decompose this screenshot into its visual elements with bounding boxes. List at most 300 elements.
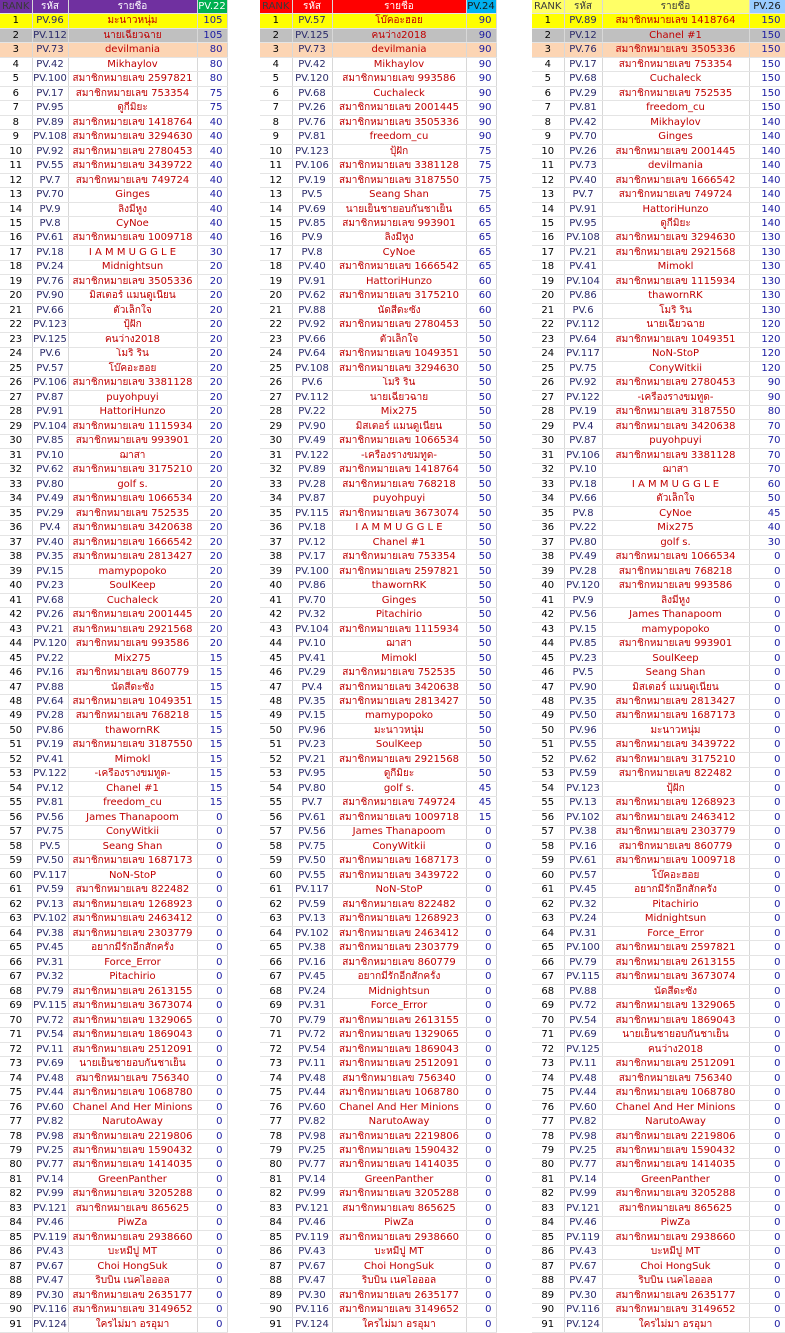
member-name-cell: สมาชิกหมายเลข 2613155 xyxy=(602,955,749,969)
member-code-cell: PV.54 xyxy=(564,1013,602,1027)
member-name-cell: มะนาวหนุ่ม xyxy=(332,724,466,738)
table-row xyxy=(532,376,785,390)
name-header: รายชื่อ xyxy=(602,0,749,14)
table-row xyxy=(532,840,785,854)
member-code-cell: PV.35 xyxy=(564,695,602,709)
member-name-cell: puyohpuyi xyxy=(68,391,197,405)
rank-cell: 36 xyxy=(260,521,292,535)
rank-cell: 39 xyxy=(0,564,32,578)
points-cell: 0 xyxy=(749,1100,785,1114)
member-code-cell: PV.89 xyxy=(32,115,68,129)
member-name-cell: สมาชิกหมายเลข 2938660 xyxy=(68,1231,197,1245)
table-row xyxy=(260,941,496,955)
member-code-cell: PV.56 xyxy=(564,608,602,622)
member-name-cell: ดูกีมิยะ xyxy=(602,217,749,231)
rank-cell: 61 xyxy=(532,883,564,897)
rank-cell: 34 xyxy=(0,492,32,506)
member-code-cell: PV.10 xyxy=(292,637,332,651)
table-row xyxy=(532,941,785,955)
member-code-cell: PV.95 xyxy=(32,101,68,115)
member-name-cell: คนว่าง2018 xyxy=(68,333,197,347)
member-name-cell: devilmania xyxy=(332,43,466,57)
member-code-cell: PV.98 xyxy=(564,1129,602,1143)
points-cell: 50 xyxy=(466,724,496,738)
table-row xyxy=(260,1231,496,1245)
points-cell: 0 xyxy=(749,1013,785,1027)
rank-cell: 72 xyxy=(532,1042,564,1056)
rank-cell: 30 xyxy=(0,434,32,448)
points-cell: 0 xyxy=(749,1231,785,1245)
member-name-cell: PiwZa xyxy=(602,1216,749,1230)
points-cell: 0 xyxy=(197,1274,227,1288)
rank-cell: 72 xyxy=(0,1042,32,1056)
member-code-cell: PV.89 xyxy=(292,463,332,477)
points-cell: 0 xyxy=(749,955,785,969)
table-row xyxy=(532,1028,785,1042)
member-code-cell: PV.49 xyxy=(32,492,68,506)
rank-cell: 6 xyxy=(260,86,292,100)
rank-cell: 58 xyxy=(532,840,564,854)
rank-cell: 3 xyxy=(260,43,292,57)
table-row xyxy=(532,521,785,535)
points-cell: 0 xyxy=(749,1071,785,1085)
member-name-cell: CyNoe xyxy=(602,506,749,520)
rank-cell: 32 xyxy=(532,463,564,477)
table-row xyxy=(0,999,227,1013)
member-name-cell: Cuchaleck xyxy=(602,72,749,86)
points-cell: 90 xyxy=(749,376,785,390)
rank-cell: 13 xyxy=(260,188,292,202)
table-row xyxy=(532,666,785,680)
points-cell: 0 xyxy=(749,695,785,709)
table-row xyxy=(0,1129,227,1143)
member-code-cell: PV.123 xyxy=(32,318,68,332)
member-code-cell: PV.57 xyxy=(32,362,68,376)
member-name-cell: Mikhaylov xyxy=(68,57,197,71)
member-code-cell: PV.40 xyxy=(32,535,68,549)
member-name-cell: devilmania xyxy=(602,159,749,173)
member-name-cell: สมาชิกหมายเลข 860779 xyxy=(68,666,197,680)
member-name-cell: สมาชิกหมายเลข 2613155 xyxy=(332,1013,466,1027)
rank-cell: 84 xyxy=(0,1216,32,1230)
rank-cell: 86 xyxy=(260,1245,292,1259)
member-name-cell: สมาชิกหมายเลข 3187550 xyxy=(68,738,197,752)
points-cell: 140 xyxy=(749,217,785,231)
points-cell: 80 xyxy=(749,405,785,419)
points-cell: 0 xyxy=(197,825,227,839)
points-cell: 0 xyxy=(466,1100,496,1114)
points-cell: 0 xyxy=(749,1216,785,1230)
points-cell: 0 xyxy=(749,811,785,825)
member-code-cell: PV.75 xyxy=(32,825,68,839)
table-row xyxy=(532,86,785,100)
table-row xyxy=(0,767,227,781)
member-code-cell: PV.117 xyxy=(564,347,602,361)
rank-cell: 88 xyxy=(532,1274,564,1288)
points-cell: 0 xyxy=(197,811,227,825)
table-row xyxy=(260,1173,496,1187)
rank-cell: 22 xyxy=(532,318,564,332)
rank-cell: 61 xyxy=(260,883,292,897)
rank-cell: 12 xyxy=(532,173,564,187)
member-name-cell: สมาชิกหมายเลข 993901 xyxy=(332,217,466,231)
member-name-cell: สมาชิกหมายเลข 768218 xyxy=(332,477,466,491)
rank-cell: 47 xyxy=(532,680,564,694)
rank-cell: 11 xyxy=(0,159,32,173)
member-name-cell: สมาชิกหมายเลข 749724 xyxy=(602,188,749,202)
member-code-cell: PV.119 xyxy=(292,1231,332,1245)
rank-cell: 2 xyxy=(260,28,292,42)
rank-cell: 21 xyxy=(0,304,32,318)
member-code-cell: PV.98 xyxy=(32,1129,68,1143)
points-cell: 0 xyxy=(197,927,227,941)
member-code-cell: PV.67 xyxy=(564,1260,602,1274)
points-cell: 0 xyxy=(466,1144,496,1158)
member-code-cell: PV.117 xyxy=(32,869,68,883)
table-row xyxy=(0,1216,227,1230)
member-name-cell: สมาชิกหมายเลข 3505336 xyxy=(68,275,197,289)
member-code-cell: PV.32 xyxy=(32,970,68,984)
table-row xyxy=(532,1144,785,1158)
table-row xyxy=(0,101,227,115)
table-row xyxy=(0,724,227,738)
points-cell: 50 xyxy=(466,376,496,390)
member-code-cell: PV.8 xyxy=(564,506,602,520)
table-row xyxy=(532,57,785,71)
member-name-cell: Chanel #1 xyxy=(602,28,749,42)
member-name-cell: สมาชิกหมายเลข 822482 xyxy=(68,883,197,897)
member-name-cell: ปุ้ฝัก xyxy=(332,144,466,158)
member-code-cell: PV.60 xyxy=(564,1100,602,1114)
member-code-cell: PV.41 xyxy=(564,260,602,274)
table-row xyxy=(532,984,785,998)
points-cell: 45 xyxy=(466,796,496,810)
rank-cell: 20 xyxy=(0,289,32,303)
points-header: PV.26 xyxy=(749,0,785,14)
table-row xyxy=(0,304,227,318)
points-cell: 0 xyxy=(749,622,785,636)
points-cell: 0 xyxy=(197,1158,227,1172)
member-name-cell: สมาชิกหมายเลข 1009718 xyxy=(602,854,749,868)
points-cell: 0 xyxy=(466,854,496,868)
member-code-cell: PV.15 xyxy=(292,709,332,723)
rank-cell: 87 xyxy=(260,1260,292,1274)
member-name-cell: สมาชิกหมายเลข 3294630 xyxy=(332,362,466,376)
points-cell: 0 xyxy=(749,941,785,955)
points-cell: 50 xyxy=(466,593,496,607)
rank-cell: 77 xyxy=(260,1115,292,1129)
member-code-cell: PV.122 xyxy=(564,391,602,405)
member-name-cell: สมาชิกหมายเลข 1329065 xyxy=(68,1013,197,1027)
member-name-cell: Chanel And Her Minions xyxy=(68,1100,197,1114)
member-name-cell: สมาชิกหมายเลข 1666542 xyxy=(602,173,749,187)
rank-cell: 4 xyxy=(532,57,564,71)
member-name-cell: สมาชิกหมายเลข 753354 xyxy=(68,86,197,100)
member-name-cell: สมาชิกหมายเลข 3673074 xyxy=(602,970,749,984)
rank-cell: 2 xyxy=(532,28,564,42)
points-cell: 30 xyxy=(749,535,785,549)
points-cell: 0 xyxy=(466,941,496,955)
rank-cell: 32 xyxy=(260,463,292,477)
points-cell: 15 xyxy=(197,666,227,680)
table-row xyxy=(532,347,785,361)
rank-cell: 19 xyxy=(260,275,292,289)
points-cell: 0 xyxy=(466,955,496,969)
table-row xyxy=(260,1013,496,1027)
rank-cell: 27 xyxy=(532,391,564,405)
rank-cell: 39 xyxy=(260,564,292,578)
rank-cell: 32 xyxy=(0,463,32,477)
table-row xyxy=(0,651,227,665)
member-code-cell: PV.112 xyxy=(564,318,602,332)
rank-cell: 67 xyxy=(260,970,292,984)
points-cell: 65 xyxy=(466,260,496,274)
rank-cell: 84 xyxy=(532,1216,564,1230)
table-row xyxy=(532,1173,785,1187)
member-name-cell: Mikhaylov xyxy=(332,57,466,71)
member-name-cell: สมาชิกหมายเลข 1687173 xyxy=(68,854,197,868)
rank-cell: 81 xyxy=(260,1173,292,1187)
rank-cell: 8 xyxy=(532,115,564,129)
member-name-cell: golf s. xyxy=(602,535,749,549)
table-row xyxy=(260,43,496,57)
points-cell: 0 xyxy=(197,869,227,883)
table-row xyxy=(260,130,496,144)
member-code-cell: PV.4 xyxy=(292,680,332,694)
member-name-cell: สมาชิกหมายเลข 756340 xyxy=(602,1071,749,1085)
table-row xyxy=(532,564,785,578)
member-name-cell: สมาชิกหมายเลข 2512091 xyxy=(68,1042,197,1056)
member-code-cell: PV.24 xyxy=(292,984,332,998)
rank-cell: 6 xyxy=(0,86,32,100)
points-cell: 0 xyxy=(197,912,227,926)
table-row xyxy=(260,767,496,781)
points-cell: 140 xyxy=(749,159,785,173)
member-code-cell: PV.64 xyxy=(564,333,602,347)
rank-cell: 77 xyxy=(532,1115,564,1129)
rank-cell: 45 xyxy=(532,651,564,665)
member-name-cell: ConyWitkii xyxy=(68,825,197,839)
member-code-cell: PV.40 xyxy=(564,173,602,187)
member-code-cell: PV.73 xyxy=(32,43,68,57)
rank-cell: 25 xyxy=(260,362,292,376)
table-row xyxy=(260,1216,496,1230)
points-cell: 50 xyxy=(466,608,496,622)
table-row xyxy=(260,318,496,332)
member-code-cell: PV.60 xyxy=(32,1100,68,1114)
rank-cell: 52 xyxy=(260,753,292,767)
points-cell: 0 xyxy=(749,724,785,738)
member-name-cell: CyNoe xyxy=(332,246,466,260)
points-cell: 20 xyxy=(197,477,227,491)
table-row xyxy=(260,115,496,129)
points-cell: 20 xyxy=(197,608,227,622)
member-code-cell: PV.9 xyxy=(32,202,68,216)
points-cell: 105 xyxy=(197,14,227,28)
points-cell: 0 xyxy=(749,1028,785,1042)
member-code-cell: PV.30 xyxy=(564,1289,602,1303)
rank-cell: 59 xyxy=(532,854,564,868)
member-code-cell: PV.44 xyxy=(32,1086,68,1100)
rank-cell: 42 xyxy=(0,608,32,622)
member-code-cell: PV.116 xyxy=(292,1303,332,1317)
member-name-cell: นายเย็นชายอบกันชาเย็น xyxy=(332,202,466,216)
member-code-cell: PV.123 xyxy=(292,144,332,158)
rank-cell: 74 xyxy=(532,1071,564,1085)
table-row xyxy=(532,811,785,825)
rank-cell: 68 xyxy=(260,984,292,998)
member-code-cell: PV.119 xyxy=(32,1231,68,1245)
member-code-cell: PV.85 xyxy=(32,434,68,448)
rank-cell: 44 xyxy=(532,637,564,651)
rank-cell: 52 xyxy=(0,753,32,767)
member-code-cell: PV.10 xyxy=(564,463,602,477)
member-code-cell: PV.13 xyxy=(292,912,332,926)
points-cell: 0 xyxy=(466,1158,496,1172)
table-row xyxy=(260,1071,496,1085)
member-name-cell: สมาชิกหมายเลข 2597821 xyxy=(68,72,197,86)
points-cell: 50 xyxy=(466,564,496,578)
member-name-cell: โมริ ริน xyxy=(68,347,197,361)
member-code-cell: PV.69 xyxy=(292,202,332,216)
member-code-cell: PV.69 xyxy=(564,1028,602,1042)
table-row xyxy=(0,608,227,622)
points-cell: 0 xyxy=(197,854,227,868)
member-code-cell: PV.38 xyxy=(292,941,332,955)
rank-cell: 36 xyxy=(532,521,564,535)
table-row xyxy=(532,260,785,274)
member-name-cell: มะนาวหนุ่ม xyxy=(602,724,749,738)
member-code-cell: PV.54 xyxy=(292,1042,332,1056)
header-row xyxy=(0,0,227,14)
member-name-cell: สมาชิกหมายเลข 2597821 xyxy=(332,564,466,578)
member-name-cell: สมาชิกหมายเลข 2813427 xyxy=(602,695,749,709)
member-name-cell: GreenPanther xyxy=(602,1173,749,1187)
member-code-cell: PV.15 xyxy=(564,622,602,636)
member-name-cell: สมาชิกหมายเลข 753354 xyxy=(332,550,466,564)
member-code-cell: PV.102 xyxy=(32,912,68,926)
points-cell: 0 xyxy=(197,970,227,984)
member-name-cell: ริบบิ้น เนคไอออล xyxy=(332,1274,466,1288)
points-cell: 40 xyxy=(197,159,227,173)
rank-cell: 26 xyxy=(532,376,564,390)
member-code-cell: PV.18 xyxy=(32,246,68,260)
table-row xyxy=(0,970,227,984)
member-code-cell: PV.68 xyxy=(292,86,332,100)
member-code-cell: PV.56 xyxy=(292,825,332,839)
table-row xyxy=(532,883,785,897)
member-name-cell: สมาชิกหมายเลข 1329065 xyxy=(602,999,749,1013)
points-cell: 50 xyxy=(749,492,785,506)
table-row xyxy=(532,637,785,651)
member-name-cell: โมริ ริน xyxy=(602,304,749,318)
rank-cell: 42 xyxy=(532,608,564,622)
rank-header: RANK xyxy=(532,0,564,14)
member-name-cell: สมาชิกหมายเลข 752535 xyxy=(332,666,466,680)
table-row xyxy=(532,246,785,260)
member-name-cell: Ginges xyxy=(68,188,197,202)
rank-cell: 31 xyxy=(532,449,564,463)
member-code-cell: PV.15 xyxy=(32,564,68,578)
table-row xyxy=(0,173,227,187)
member-name-cell: freedom_cu xyxy=(68,796,197,810)
table-row xyxy=(532,1129,785,1143)
member-name-cell: Seang Shan xyxy=(602,666,749,680)
rank-cell: 43 xyxy=(0,622,32,636)
points-cell: 0 xyxy=(466,1303,496,1317)
points-cell: 0 xyxy=(466,825,496,839)
table-row xyxy=(260,724,496,738)
points-cell: 15 xyxy=(197,753,227,767)
points-cell: 80 xyxy=(197,72,227,86)
points-cell: 20 xyxy=(197,405,227,419)
points-cell: 0 xyxy=(749,1158,785,1172)
rank-cell: 22 xyxy=(260,318,292,332)
table-row xyxy=(260,927,496,941)
member-name-cell: สมาชิกหมายเลข 865625 xyxy=(68,1202,197,1216)
rank-cell: 45 xyxy=(0,651,32,665)
table-row xyxy=(0,28,227,42)
table-row xyxy=(0,695,227,709)
member-code-cell: PV.120 xyxy=(32,637,68,651)
rank-cell: 21 xyxy=(260,304,292,318)
table-row xyxy=(532,1245,785,1259)
member-name-cell: สมาชิกหมายเลข 1869043 xyxy=(332,1042,466,1056)
points-cell: 140 xyxy=(749,130,785,144)
member-code-cell: PV.14 xyxy=(564,1173,602,1187)
member-name-cell: Mimokl xyxy=(602,260,749,274)
table-row xyxy=(0,434,227,448)
member-name-cell: ริบบิ้น เนคไอออล xyxy=(602,1274,749,1288)
member-code-cell: PV.17 xyxy=(564,57,602,71)
member-name-cell: สมาชิกหมายเลข 3381128 xyxy=(68,376,197,390)
member-name-cell: NarutoAway xyxy=(332,1115,466,1129)
member-name-cell: สมาชิกหมายเลข 1268923 xyxy=(68,898,197,912)
rank-cell: 36 xyxy=(0,521,32,535)
rank-cell: 31 xyxy=(0,449,32,463)
table-row xyxy=(0,738,227,752)
points-cell: 0 xyxy=(466,840,496,854)
rank-cell: 38 xyxy=(260,550,292,564)
points-cell: 130 xyxy=(749,289,785,303)
rank-cell: 57 xyxy=(532,825,564,839)
table-row xyxy=(260,709,496,723)
member-code-cell: PV.70 xyxy=(292,593,332,607)
rank-cell: 8 xyxy=(260,115,292,129)
rank-cell: 35 xyxy=(532,506,564,520)
table-row xyxy=(532,622,785,636)
member-name-cell: ConyWitkii xyxy=(332,840,466,854)
member-code-cell: PV.5 xyxy=(564,666,602,680)
member-code-cell: PV.4 xyxy=(564,420,602,434)
table-row xyxy=(260,535,496,549)
table-row xyxy=(0,1057,227,1071)
table-row xyxy=(0,1100,227,1114)
member-name-cell: สมาชิกหมายเลข 1066534 xyxy=(332,434,466,448)
member-name-cell: สมาชิกหมายเลข 2635177 xyxy=(332,1289,466,1303)
points-cell: 0 xyxy=(466,1318,496,1332)
points-cell: 20 xyxy=(197,550,227,564)
rank-cell: 70 xyxy=(0,1013,32,1027)
member-code-cell: PV.64 xyxy=(32,695,68,709)
rank-cell: 29 xyxy=(0,420,32,434)
points-cell: 0 xyxy=(749,1144,785,1158)
member-name-cell: CyNoe xyxy=(68,217,197,231)
member-name-cell: สมาชิกหมายเลข 1414035 xyxy=(332,1158,466,1172)
member-name-cell: สมาชิกหมายเลข 3439722 xyxy=(68,159,197,173)
table-row xyxy=(260,651,496,665)
points-cell: 0 xyxy=(749,869,785,883)
